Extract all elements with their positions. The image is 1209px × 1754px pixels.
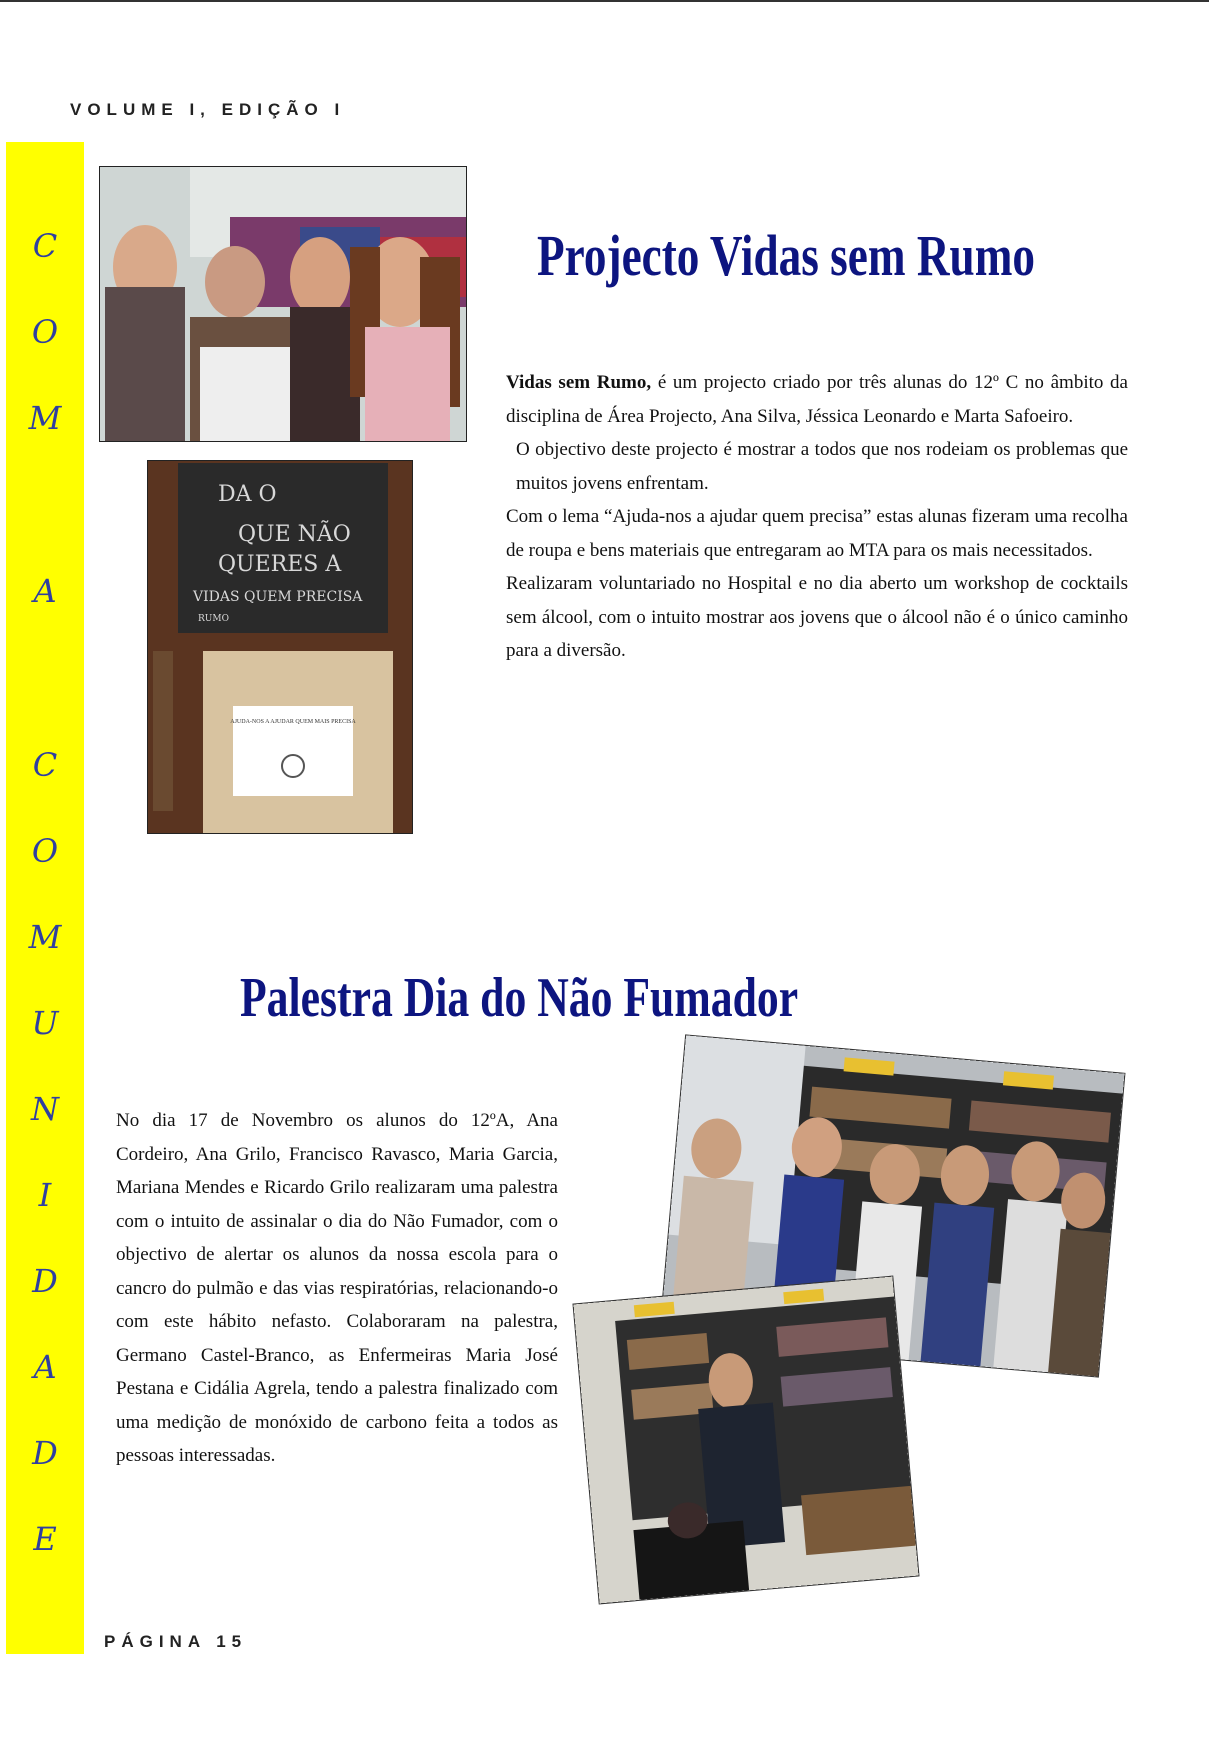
chalkboard-photo (147, 460, 413, 834)
sidebar-letter: C (32, 227, 58, 265)
sidebar-letter: O (31, 832, 59, 870)
sidebar-letter: I (38, 1176, 52, 1214)
group-photo (99, 166, 467, 442)
chalk-line-5: RUMO (198, 614, 229, 624)
article1-lead-bold: Vidas sem Rumo, (506, 372, 652, 393)
sidebar-letter: D (32, 1262, 58, 1300)
article1-paragraph-1 (506, 366, 1128, 433)
chalk-line-3: QUERES A (218, 552, 342, 577)
article1-paragraph-4: Realizaram voluntariado no Hospital e no dia aberto um workshop de cocktails sem álcool, com o intuito mostrar aos jovens que o álcool não é o único caminho para a diversão. (506, 573, 1128, 661)
sidebar-letter: M (28, 399, 62, 437)
section-sidebar (6, 142, 84, 1654)
chalk-line-1: DA O (218, 482, 277, 507)
volume-header: VOLUME I, EDIÇÃO I (70, 100, 346, 119)
top-rule (0, 0, 1209, 2)
article1-paragraph-3: Com o lema “Ajuda-nos a ajudar quem precisa” estas alunas fizeram uma recolha de roupa e bens materiais que entregaram ao MTA para os mais necessitados. (506, 506, 1128, 561)
sidebar-letter: D (32, 1434, 58, 1472)
sidebar-letter: U (31, 1004, 59, 1042)
article2-paragraph: No dia 17 de Novembro os alunos do 12ºA, Ana Cordeiro, Ana Grilo, Francisco Ravasco, Maria Garcia, Mariana Mendes e Ricardo Grilo realizaram uma palestra com o intuito de assinalar o dia do Não Fumador, com o objectivo de alertar os alunos da nossa escola para o cancro do pulmão e das vias respiratórias, relacionando-o com este hábito nefasto. Colaboraram na palestra, Germano Castel-Branco, as Enfermeiras Maria José Pestana e Cidália Agrela, tendo a palestra finalizado com uma medição de monóxido de carbono feita a todos as pessoas interessadas. (116, 1110, 558, 1466)
sidebar-letter: O (31, 313, 59, 351)
box-sign-text: AJUDA-NOS A AJUDAR QUEM MAIS PRECISA (230, 719, 356, 725)
speaker-photo (574, 1277, 919, 1604)
article1-body (506, 366, 1128, 668)
sidebar-letter: A (33, 572, 57, 610)
article1-lead-rest: é um projecto criado por três alunas do 12º C no âmbito da disciplina de Área Projecto, Ana Silva, Jéssica Leonardo e Marta Safoeiro. (506, 372, 1128, 427)
article1-title: Projecto Vidas sem Rumo (537, 223, 1035, 288)
page-footer: PÁGINA 15 (104, 1632, 248, 1651)
chalk-line-2: QUE NÃO (238, 522, 351, 547)
sidebar-letter: E (33, 1520, 57, 1558)
article2-title: Palestra Dia do Não Fumador (240, 967, 799, 1029)
article1-paragraph-2: O objectivo deste projecto é mostrar a todos que nos rodeiam os problemas que muitos jovens enfrentam. (516, 439, 1128, 494)
article2-body (116, 1104, 558, 1473)
sidebar-letter: A (33, 1348, 57, 1386)
sidebar-letter: M (28, 918, 62, 956)
chalk-line-4: VIDAS QUEM PRECISA (193, 589, 363, 605)
sidebar-letter: N (31, 1090, 59, 1128)
sidebar-letter: C (32, 746, 58, 784)
